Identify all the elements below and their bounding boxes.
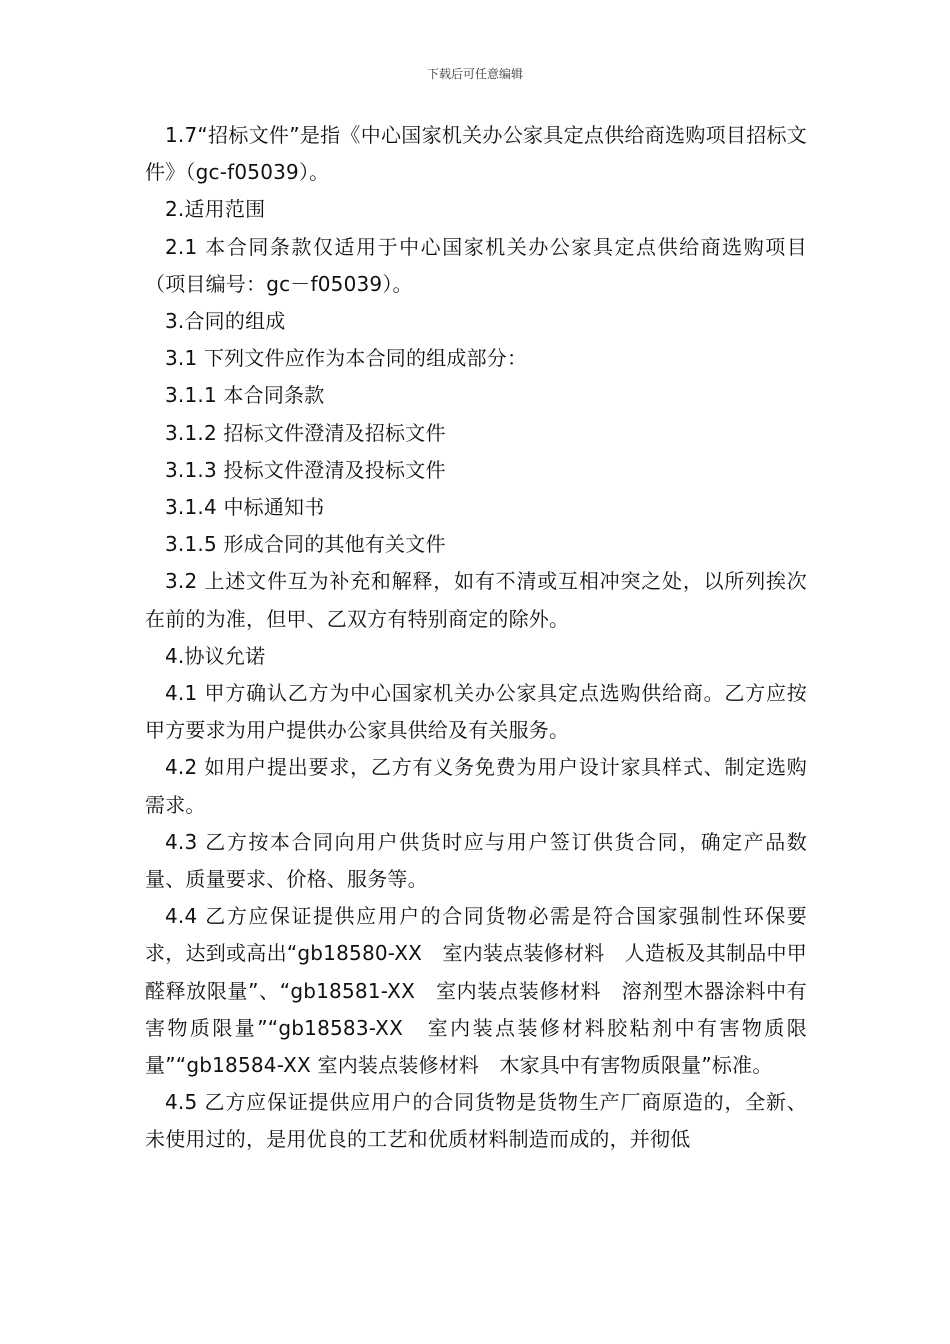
clause-3-1-3: 3.1.3 投标文件澄清及投标文件 <box>165 457 446 482</box>
clause-4-5: 4.5 乙方应保证提供应用户的合同货物是货物生产厂商原造的，全新、未使用过的，是用优良的工艺和优质材料制造而成的，并彻低 <box>145 1090 807 1152</box>
document-body <box>145 117 807 1159</box>
clause-4-3: 4.3 乙方按本合同向用户供货时应与用户签订供货合同，确定产品数量、质量要求、价格、服务等。 <box>145 829 807 892</box>
clause-1-7: 1.7“招标文件”是指《中心国家机关办公家具定点供给商选购项目招标文件》（gc-f05039）。 <box>145 123 807 185</box>
section-4-heading: 4.协议允诺 <box>165 643 266 668</box>
clause-3-1-4: 3.1.4 中标通知书 <box>165 495 325 520</box>
page-header: 下载后可任意编辑 <box>426 67 523 81</box>
clause-3-1-1: 3.1.1 本合同条款 <box>165 383 325 408</box>
clause-3-1: 3.1 下列文件应作为本合同的组成部分： <box>165 346 528 371</box>
clause-4-4: 4.4 乙方应保证提供应用户的合同货物必需是符合国家强制性环保要求，达到或高出“gb18580-XX 室内装点装修材料 人造板及其制品中甲醛释放限量”、“gb18581-XX 室内装点装修材料 溶剂型木器涂料中有害物质限量”“gb18583-XX 室内装点装修材料胶粘剂中有害物质限量”“gb18584-XX 室内装点装修材料 木家具中有害物质限量”标准。 <box>145 904 807 1078</box>
clause-3-1-2: 3.1.2 招标文件澄清及招标文件 <box>165 420 446 445</box>
clause-2-1: 2.1 本合同条款仅适用于中心国家机关办公家具定点供给商选购项目（项目编号：gc－f05039）。 <box>145 234 807 296</box>
clause-4-1: 4.1 甲方确认乙方为中心国家机关办公家具定点选购供给商。乙方应按甲方要求为用户提供办公家具供给及有关服务。 <box>145 681 807 743</box>
section-3-heading: 3.合同的组成 <box>165 309 286 334</box>
clause-4-2: 4.2 如用户提出要求，乙方有义务免费为用户设计家具样式、制定选购需求。 <box>145 755 807 817</box>
section-2-heading: 2.适用范围 <box>165 197 266 222</box>
clause-3-2: 3.2 上述文件互为补充和解释，如有不清或互相冲突之处，以所列挨次在前的为准，但甲、乙双方有特别商定的除外。 <box>145 569 807 631</box>
clause-3-1-5: 3.1.5 形成合同的其他有关文件 <box>165 532 446 557</box>
